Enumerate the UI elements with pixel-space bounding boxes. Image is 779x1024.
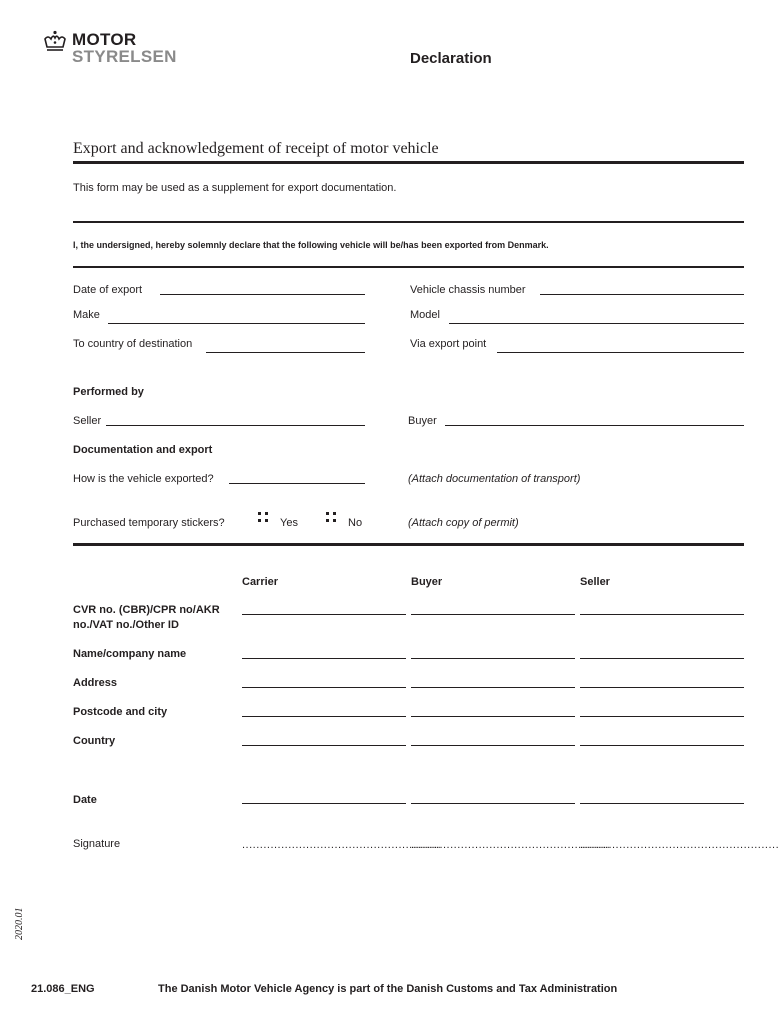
seller-cvr-field[interactable] (580, 614, 744, 615)
date-of-export-label: Date of export (73, 284, 143, 296)
address-label: Address (73, 677, 118, 689)
no-label: No (348, 517, 363, 529)
country-destination-field[interactable] (206, 352, 365, 353)
yes-checkbox[interactable] (258, 512, 268, 522)
carrier-column-header: Carrier (242, 576, 279, 588)
seller-label: Seller (73, 415, 102, 427)
carrier-country-field[interactable] (242, 745, 406, 746)
crown-icon (42, 30, 68, 56)
carrier-address-field[interactable] (242, 687, 406, 688)
logo-text-styrelsen: STYRELSEN (72, 47, 177, 66)
buyer-postcode-field[interactable] (411, 716, 575, 717)
yes-label: Yes (280, 517, 298, 529)
carrier-date-field[interactable] (242, 803, 406, 804)
stickers-question-label: Purchased temporary stickers? (73, 517, 225, 529)
carrier-postcode-field[interactable] (242, 716, 406, 717)
declaration-text: I, the undersigned, hereby solemnly declare that the following vehicle will be/has been exported from Denmark. (73, 240, 549, 250)
seller-date-field[interactable] (580, 803, 744, 804)
seller-address-field[interactable] (580, 687, 744, 688)
document-heading: Declaration (410, 50, 492, 67)
country-label: Country (73, 735, 116, 747)
buyer-signature-field[interactable]: ........................................................ (411, 839, 611, 851)
buyer-name-field[interactable] (411, 658, 575, 659)
intro-rule (73, 221, 744, 223)
make-field[interactable] (108, 323, 365, 324)
chassis-number-field[interactable] (540, 294, 744, 295)
form-version-code: 2020.01 (14, 907, 25, 940)
how-exported-field[interactable] (229, 483, 365, 484)
motorstyrelsen-logo (42, 26, 192, 66)
date-label: Date (73, 794, 97, 806)
buyer-address-field[interactable] (411, 687, 575, 688)
carrier-name-field[interactable] (242, 658, 406, 659)
form-title: Export and acknowledgement of receipt of motor vehicle (73, 140, 439, 157)
form-number: 21.086_ENG (31, 983, 95, 995)
intro-text: This form may be used as a supplement for export documentation. (73, 182, 397, 194)
attach-permit-note: (Attach copy of permit) (408, 517, 519, 529)
model-label: Model (410, 309, 440, 321)
export-point-field[interactable] (497, 352, 744, 353)
seller-country-field[interactable] (580, 745, 744, 746)
buyer-country-field[interactable] (411, 745, 575, 746)
name-label: Name/company name (73, 648, 187, 660)
agency-note: The Danish Motor Vehicle Agency is part of the Danish Customs and Tax Administration (158, 983, 618, 995)
seller-column-header: Seller (580, 576, 610, 588)
chassis-number-label: Vehicle chassis number (410, 284, 526, 296)
cvr-label-line1: CVR no. (CBR)/CPR no/AKR (73, 604, 220, 616)
make-label: Make (73, 309, 100, 321)
model-field[interactable] (449, 323, 744, 324)
parties-rule (73, 543, 744, 546)
seller-postcode-field[interactable] (580, 716, 744, 717)
documentation-heading: Documentation and export (73, 444, 213, 456)
signature-label: Signature (73, 838, 121, 850)
buyer-label: Buyer (408, 415, 437, 427)
buyer-cvr-field[interactable] (411, 614, 575, 615)
cvr-label-line2: no./VAT no./Other ID (73, 619, 179, 631)
performed-by-heading: Performed by (73, 386, 144, 398)
title-rule (73, 161, 744, 164)
buyer-date-field[interactable] (411, 803, 575, 804)
carrier-cvr-field[interactable] (242, 614, 406, 615)
seller-field[interactable] (106, 425, 365, 426)
logo-text-motor: MOTOR (72, 30, 137, 49)
buyer-field[interactable] (445, 425, 744, 426)
export-point-label: Via export point (410, 338, 487, 350)
country-destination-label: To country of destination (73, 338, 193, 350)
declaration-rule (73, 266, 744, 268)
attach-transport-note: (Attach documentation of transport) (408, 473, 581, 485)
seller-name-field[interactable] (580, 658, 744, 659)
date-of-export-field[interactable] (160, 294, 365, 295)
no-checkbox[interactable] (326, 512, 336, 522)
postcode-label: Postcode and city (73, 706, 168, 718)
seller-signature-field[interactable]: ........................................................ (580, 839, 779, 851)
how-exported-label: How is the vehicle exported? (73, 473, 214, 485)
carrier-signature-field[interactable]: ........................................................ (242, 839, 442, 851)
buyer-column-header: Buyer (411, 576, 443, 588)
